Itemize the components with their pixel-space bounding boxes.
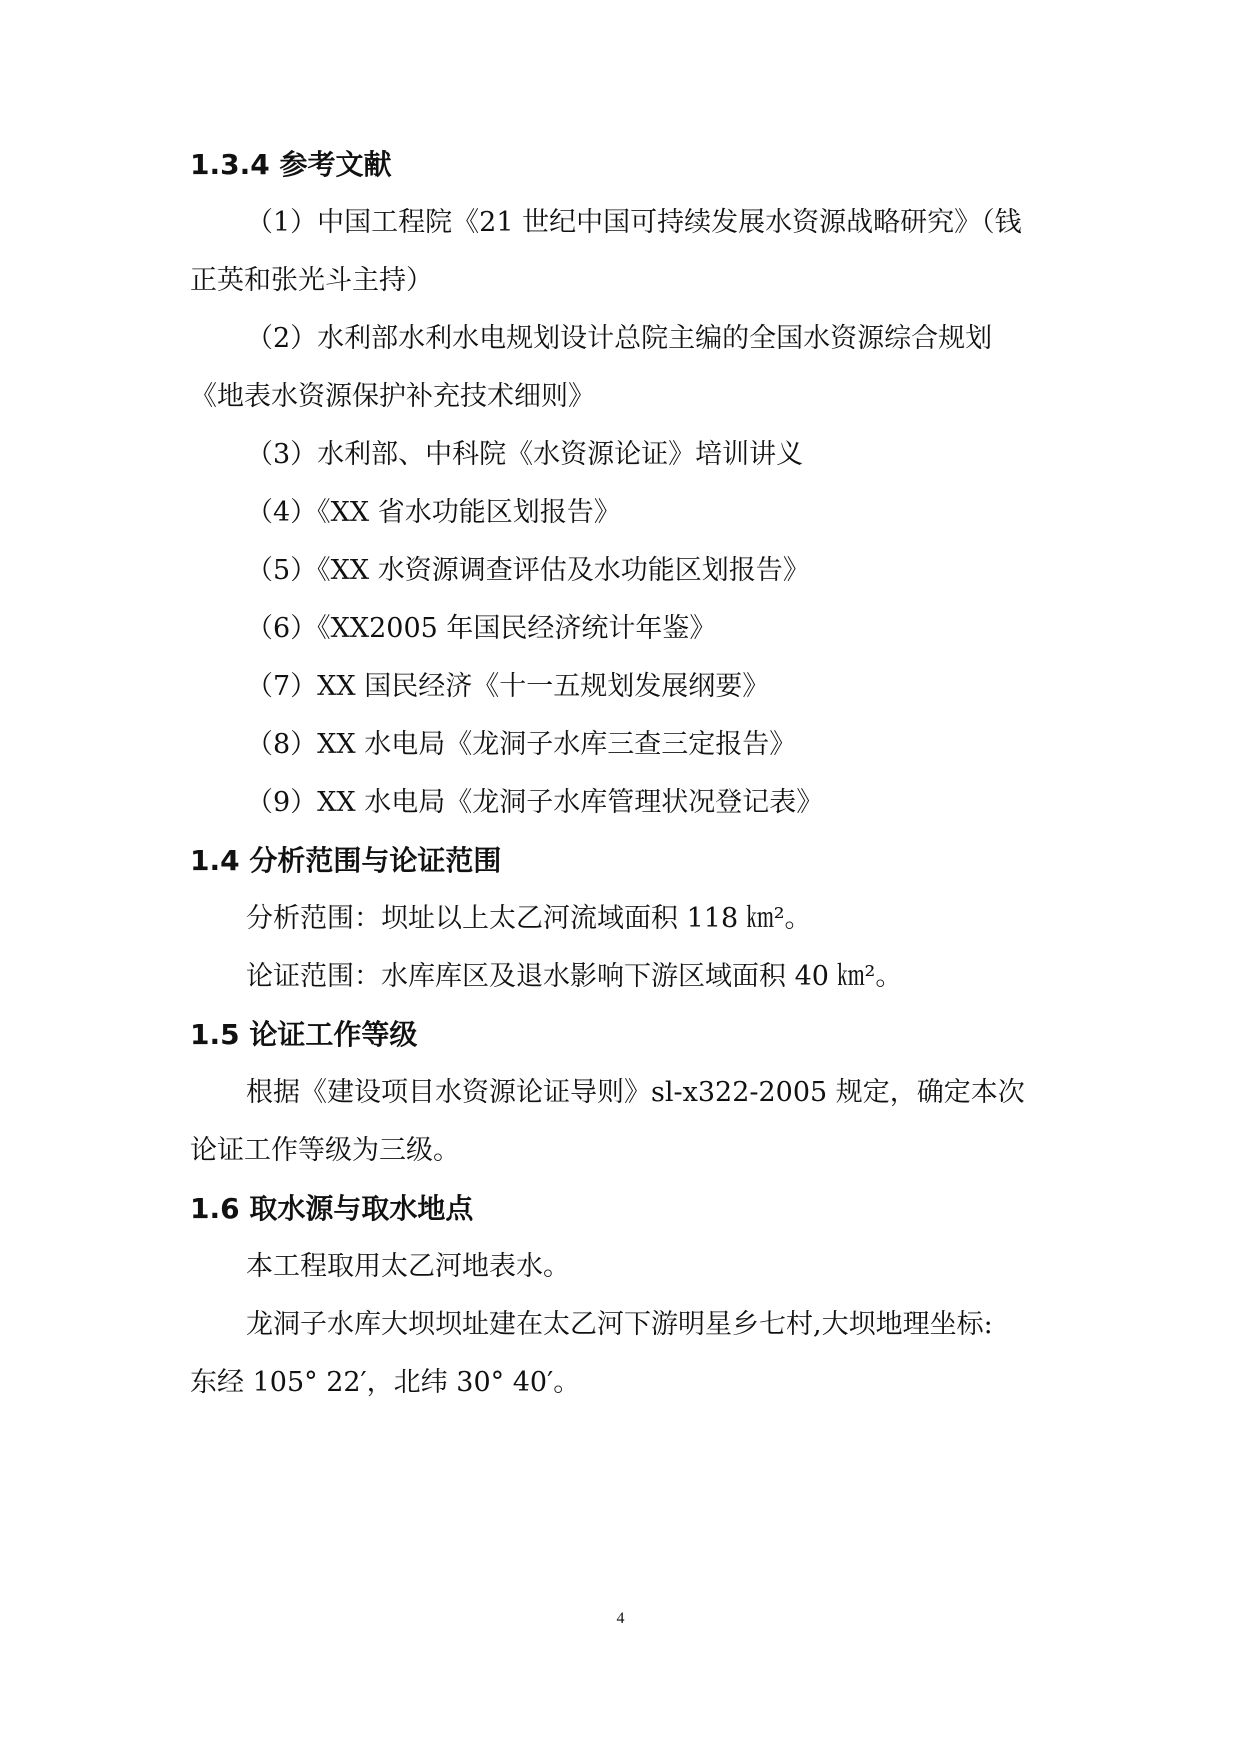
demonstration-scope-text: 论证范围：水库库区及退水影响下游区域面积 40 ㎞²。 [246,961,903,992]
dam-location-line-2: 东经 105° 22′，北纬 30° 40′。 [190,1367,581,1398]
section-heading-1-4: 1.4 分析范围与论证范围 [190,844,502,877]
grade-paragraph-line-2: 论证工作等级为三级。 [190,1135,460,1166]
reference-item-6: （6）《XX2005 年国民经济统计年鉴》 [246,613,717,644]
dam-location-line-1: 龙洞子水库大坝坝址建在太乙河下游明星乡七村,大坝地理坐标: [246,1309,993,1340]
reference-item-4: （4）《XX 省水功能区划报告》 [246,497,621,528]
grade-paragraph-line-1: 根据《建设项目水资源论证导则》sl-x322-2005 规定，确定本次 [246,1077,1025,1108]
section-heading-1-5: 1.5 论证工作等级 [190,1018,418,1051]
reference-item-7: （7）XX 国民经济《十一五规划发展纲要》 [246,671,770,702]
water-source-text: 本工程取用太乙河地表水。 [246,1251,570,1282]
section-heading-1-6: 1.6 取水源与取水地点 [190,1192,474,1225]
reference-item-1-cont: 正英和张光斗主持） [190,265,433,296]
reference-item-9: （9）XX 水电局《龙洞子水库管理状况登记表》 [246,787,824,818]
analysis-scope-text: 分析范围：坝址以上太乙河流域面积 118 ㎞²。 [246,903,812,934]
reference-item-2: （2）水利部水利水电规划设计总院主编的全国水资源综合规划 [246,323,993,354]
reference-item-5: （5）《XX 水资源调查评估及水功能区划报告》 [246,555,810,586]
page-number: 4 [616,1610,625,1627]
section-heading-1-3-4: 1.3.4 参考文献 [190,148,392,181]
reference-item-2-cont: 《地表水资源保护补充技术细则》 [190,381,595,412]
reference-item-8: （8）XX 水电局《龙洞子水库三查三定报告》 [246,729,797,760]
reference-item-1: （1）中国工程院《21 世纪中国可持续发展水资源战略研究》（钱 [246,207,1022,238]
reference-item-3: （3）水利部、中科院《水资源论证》培训讲义 [246,439,804,470]
